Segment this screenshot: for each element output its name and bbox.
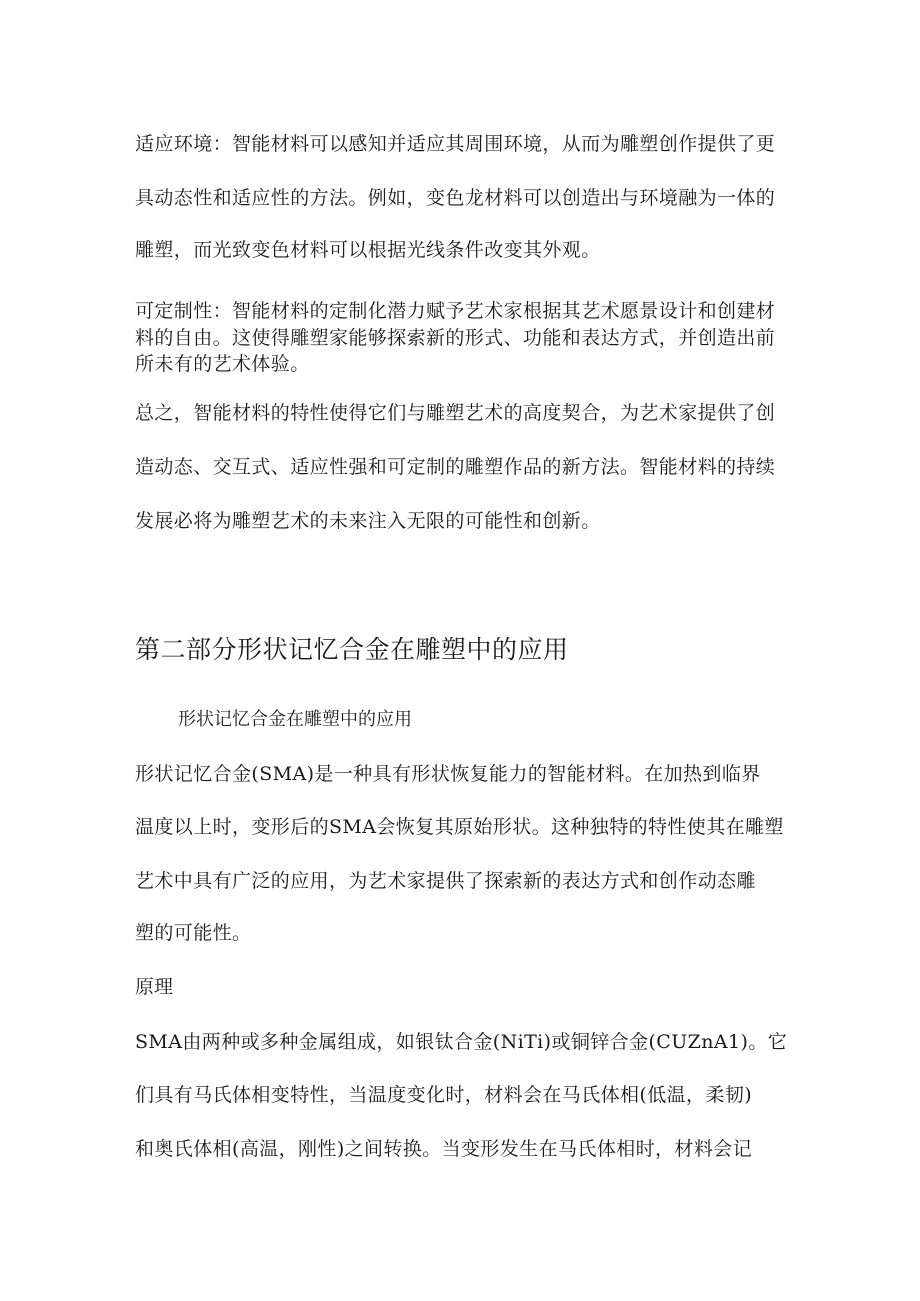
text-line: 雕塑，而光致变色材料可以根据光线条件改变其外观。	[135, 239, 601, 261]
text-line: 料的自由。这使得雕塑家能够探索新的形式、功能和表达方式，并创造出前	[135, 327, 776, 349]
text-line: 塑的可能性。	[135, 922, 252, 944]
text-line: 们具有马氏体相变特性，当温度变化时，材料会在马氏体相(低温，柔韧)	[135, 1084, 753, 1106]
text-line: 具动态性和适应性的方法。例如，变色龙材料可以创造出与环境融为一体的	[135, 187, 776, 209]
text-line: 温度以上时，变形后的SMA会恢复其原始形状。这种独特的特性使其在雕塑	[135, 816, 784, 838]
section-subheading: 形状记忆合金在雕塑中的应用	[178, 709, 412, 730]
text-line: 可定制性：智能材料的定制化潜力赋予艺术家根据其艺术愿景设计和创建材	[135, 300, 776, 322]
text-line: 发展必将为雕塑艺术的未来注入无限的可能性和创新。	[135, 510, 601, 532]
text-line: SMA由两种或多种金属组成，如银钛合金(NiTi)或铜锌合金(CUZnA1)。它	[135, 1031, 788, 1053]
text-line: 适应环境：智能材料可以感知并适应其周围环境，从而为雕塑创作提供了更	[135, 133, 776, 155]
text-line: 总之，智能材料的特性使得它们与雕塑艺术的高度契合，为艺术家提供了创	[135, 402, 776, 424]
text-line: 所未有的艺术体验。	[135, 353, 310, 375]
section-heading: 第二部分形状记忆合金在雕塑中的应用	[135, 635, 569, 664]
text-line: 艺术中具有广泛的应用，为艺术家提供了探索新的表达方式和创作动态雕	[135, 870, 756, 892]
text-line: 形状记忆合金(SMA)是一种具有形状恢复能力的智能材料。在加热到临界	[135, 763, 761, 785]
text-line: 造动态、交互式、适应性强和可定制的雕塑作品的新方法。智能材料的持续	[135, 456, 776, 478]
text-line: 和奥氏体相(高温，刚性)之间转换。当变形发生在马氏体相时，材料会记	[135, 1138, 753, 1160]
principle-label: 原理	[135, 976, 174, 998]
